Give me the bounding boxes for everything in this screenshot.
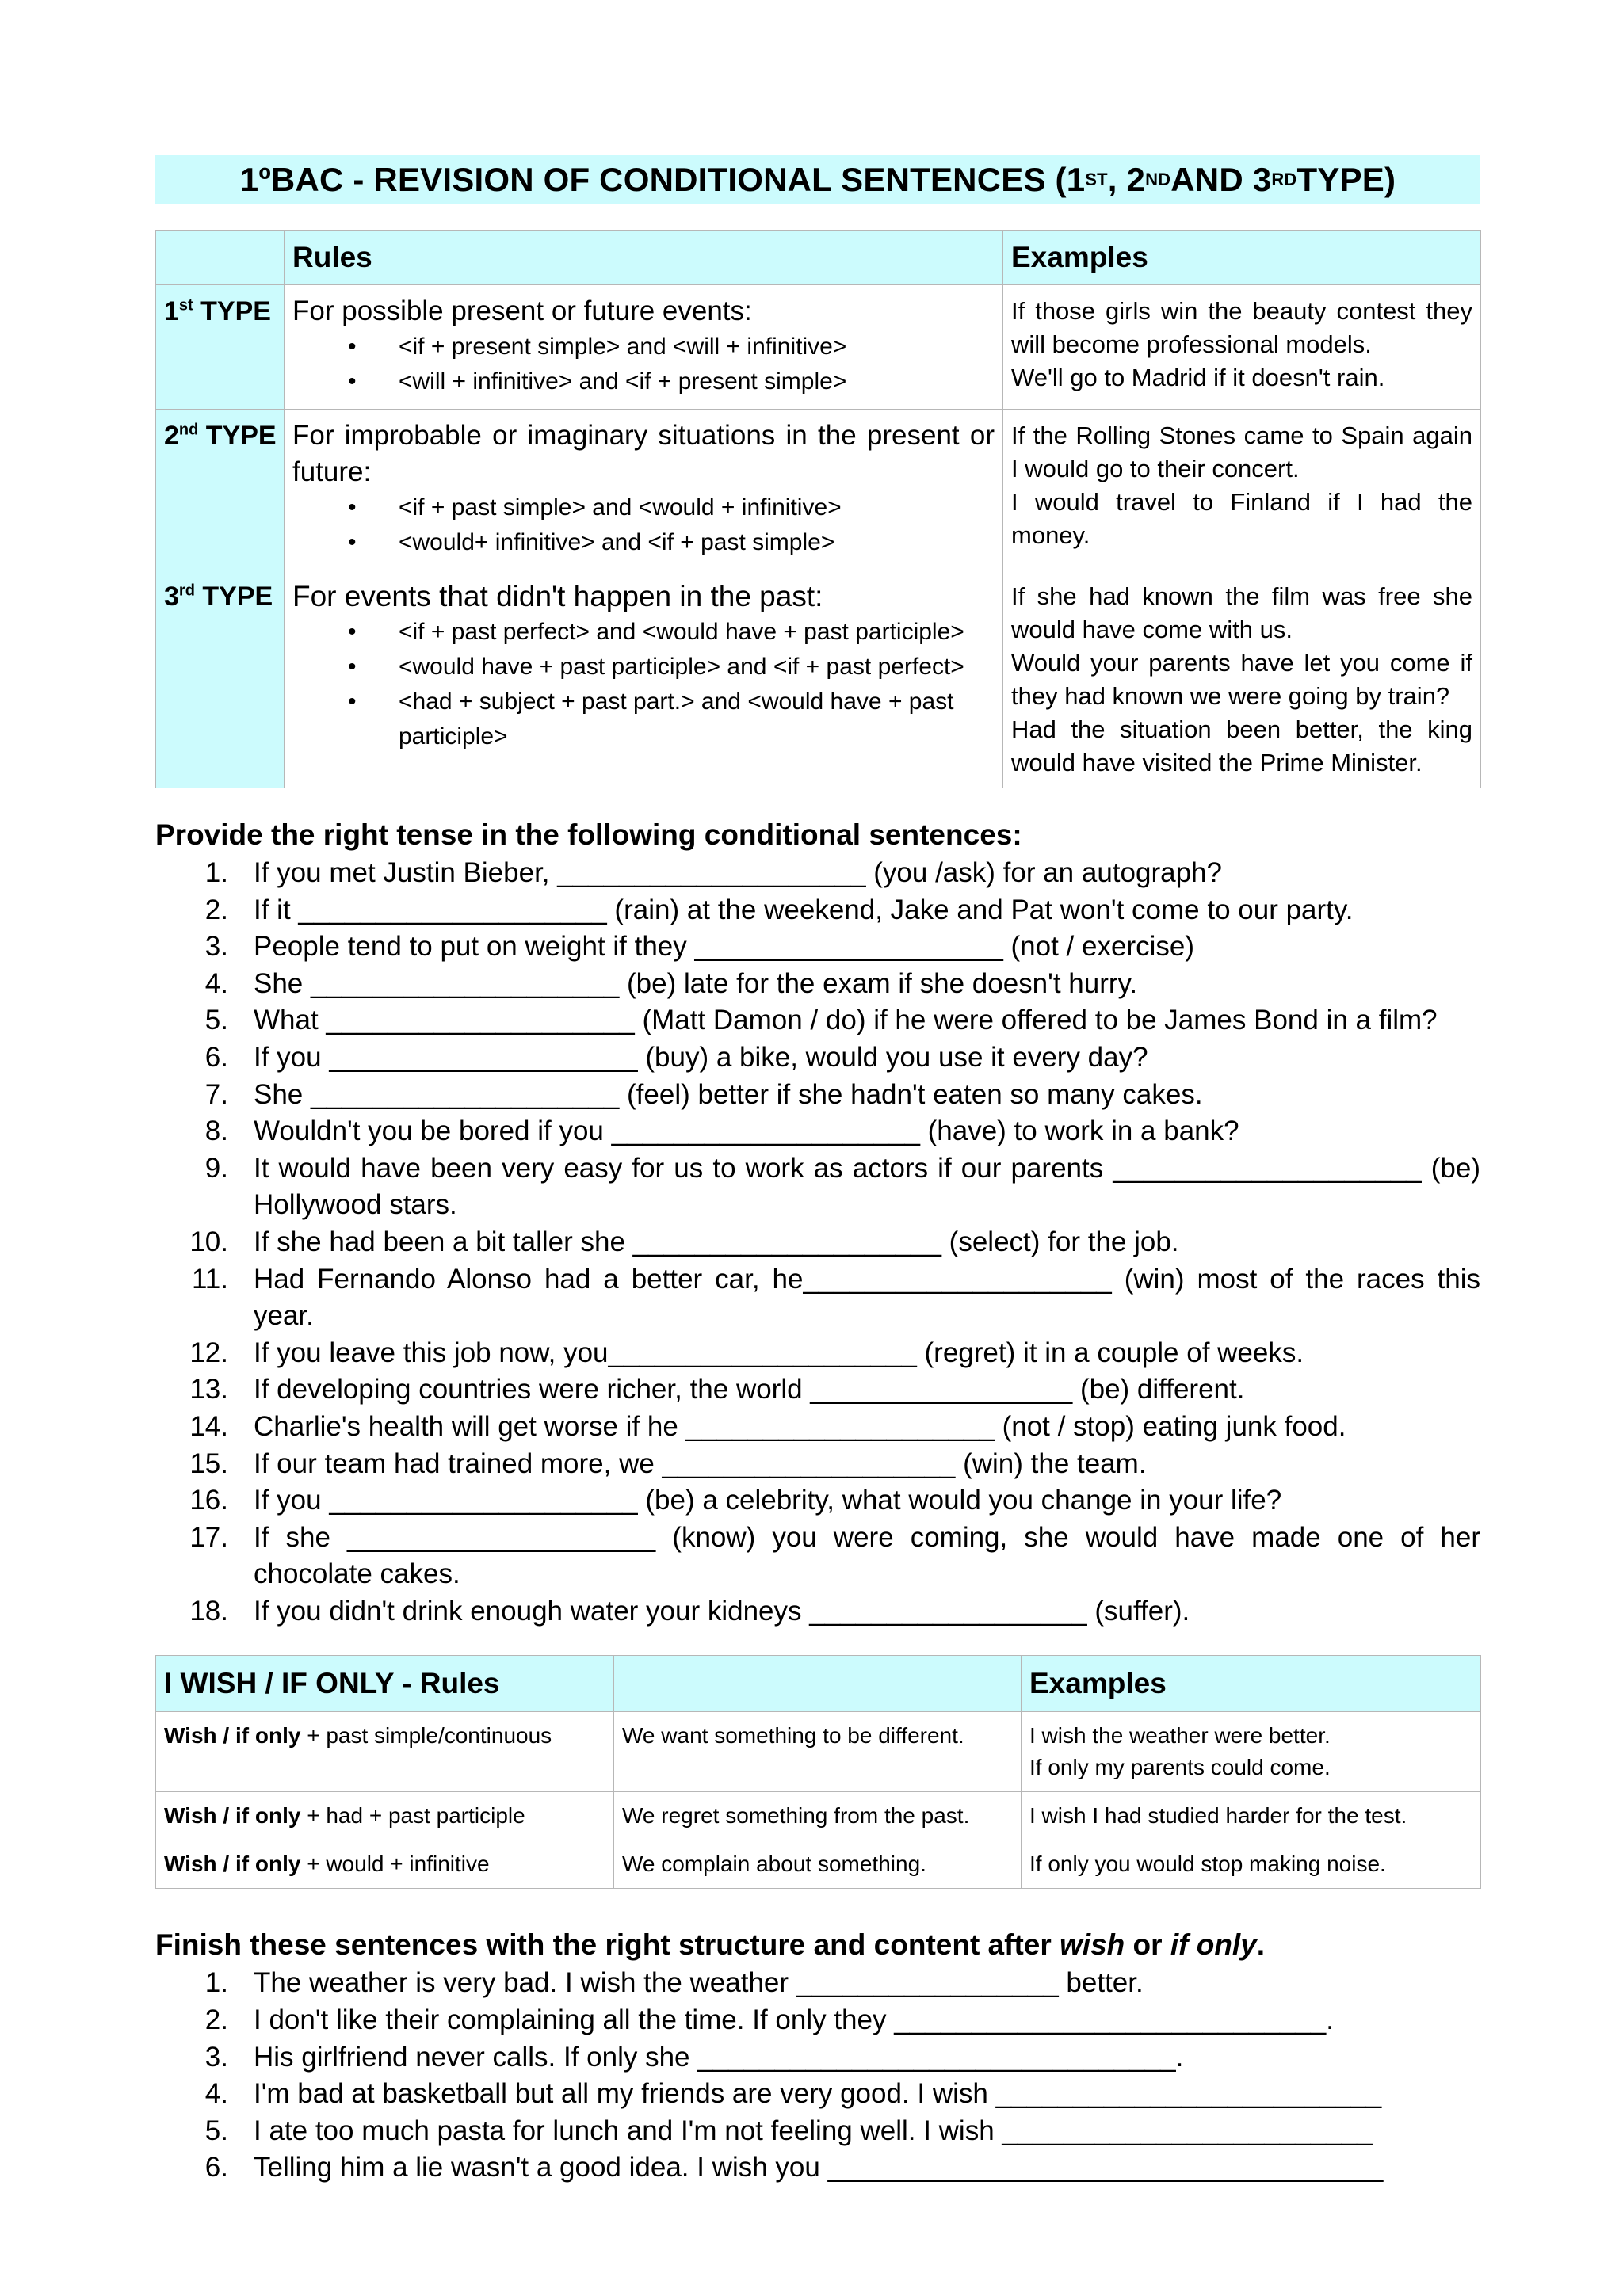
wish-examples [1022,1840,1481,1889]
table-row [156,570,1481,788]
title-text: , 2 [1107,161,1146,198]
example-cell [1003,410,1481,570]
wish-rule: Wish / if only + past simple/continuous [156,1712,614,1792]
example-text: If only my parents could come. [1029,1755,1331,1780]
example-text: I wish the weather were better. [1029,1723,1331,1749]
example-text: If the Rolling Stones came to Spain again I would go to their concert. [1011,421,1472,482]
title-text: AND 3 [1170,161,1272,198]
header-rules: I WISH / IF ONLY - Rules [156,1656,614,1712]
header-examples: Examples [1003,231,1481,285]
list-item: 12. If you leave this job now, you____________________ (regret) it in a couple of weeks. [189,1337,1304,1368]
table-row [156,410,1481,570]
table-row [156,1840,1481,1889]
list-item: 6. Telling him a lie wasn't a good idea. I wish you ____________________________________ [204,2152,1384,2183]
example-text: If she had known the film was free she would have come with us. [1011,582,1472,643]
rule-cell [285,570,1003,788]
example-text: Would your parents have let you come if they had known we were going by train? [1011,649,1472,710]
list-item: 1. If you met Justin Bieber, ____________________ (you /ask) for an autograph? [204,857,1222,888]
exercise-1-title: Provide the right tense in the following conditional sentences: [155,818,1022,851]
list-item: 9. It would have been very easy for us to work as actors if our parents ____________________ (be) Hollywood stars. [204,1152,1480,1221]
list-item: 14. Charlie's health will get worse if he ____________________ (not / stop) eating junk food. [189,1410,1346,1442]
list-item: 1. The weather is very bad. I wish the weather _________________ better. [204,1967,1144,1999]
type-label: 2nd TYPE [156,410,285,570]
rule-cell [285,410,1003,570]
header-blank [156,231,285,285]
table-header-row [156,1656,1481,1712]
header-examples: Examples [1022,1656,1481,1712]
worksheet [155,155,1480,2187]
example-text: If those girls win the beauty contest they will become professional models. [1011,297,1472,358]
example-text: I would travel to Finland if I had the money. [1011,488,1472,549]
list-item: 5. What ____________________ (Matt Damon / do) if he were offered to be James Bond in a film? [204,1005,1438,1036]
table-row [156,1712,1481,1792]
list-item: 5. I ate too much pasta for lunch and I'm not feeling well. I wish ________________________ [204,2115,1373,2146]
list-item: 11. Had Fernando Alonso had a better car, he____________________ (win) most of the races this year. [191,1263,1480,1332]
list-item: 13. If developing countries were richer, the world _________________ (be) different. [189,1374,1245,1405]
table-row [156,285,1481,410]
list-item: 2. If it ____________________ (rain) at the weekend, Jake and Pat won't come to our party. [204,894,1354,925]
list-item: 4. She ____________________ (be) late for the exam if she doesn't hurry. [204,967,1138,999]
wish-meaning: We complain about something. [614,1840,1022,1889]
rule-bullet: • <had + subject + past part.> and <would have + past participle> [292,685,995,754]
rule-bullet: • <would have + past participle> and <if + past perfect> [292,650,995,685]
table-header-row [156,231,1481,285]
list-item: 3. His girlfriend never calls. If only she _______________________________. [204,2041,1184,2073]
example-cell [1003,285,1481,410]
header-blank [614,1656,1022,1712]
list-item: 7. She ____________________ (feel) better if she hadn't eaten so many cakes. [204,1078,1203,1110]
rule-cell [285,285,1003,410]
example-text: If only you would stop making noise. [1029,1852,1386,1877]
list-item: 15. If our team had trained more, we ___________________ (win) the team. [189,1447,1147,1479]
list-item: 10. If she had been a bit taller she ____________________ (select) for the job. [189,1226,1179,1257]
title-text: 1ºBAC - REVISION OF CONDITIONAL SENTENCES (1 [239,161,1086,198]
rule-bullet: • <if + past simple> and <would + infinitive> [292,490,995,525]
conditional-rules-table [155,230,1481,788]
wish-examples [1022,1712,1481,1792]
exercise-1-list [155,855,1480,1630]
rule-bullet: • <will + infinitive> and <if + present simple> [292,364,995,399]
rule-heading: For improbable or imaginary situations in the present or future: [292,420,995,487]
wish-rules-table [155,1655,1481,1889]
list-item: 2. I don't like their complaining all the time. If only they ____________________________. [204,2004,1334,2036]
table-row [156,1792,1481,1840]
list-item: 8. Wouldn't you be bored if you ____________________ (have) to work in a bank? [204,1116,1239,1147]
wish-rule: Wish / if only + would + infinitive [156,1840,614,1889]
wish-meaning: We want something to be different. [614,1712,1022,1792]
wish-examples [1022,1792,1481,1840]
rule-heading: For possible present or future events: [292,296,752,326]
wish-meaning: We regret something from the past. [614,1792,1022,1840]
wish-rule: Wish / if only + had + past participle [156,1792,614,1840]
example-text: We'll go to Madrid if it doesn't rain. [1011,364,1385,391]
type-label: 1st TYPE [156,285,285,410]
example-cell [1003,570,1481,788]
rule-bullet: • <if + present simple> and <will + infinitive> [292,330,995,364]
list-item: 4. I'm bad at basketball but all my friends are very good. I wish _________________________ [204,2078,1382,2110]
page-title: 1ºBAC - REVISION OF CONDITIONAL SENTENCES (1 ST , 2 ND AND 3 RD TYPE) [155,155,1480,204]
list-item: 17. If she ____________________ (know) you were coming, she would have made one of her chocolate cakes. [189,1521,1480,1590]
exercise-2-list [155,1965,1480,2187]
exercise-2-title: Finish these sentences with the right structure and content after wish or if only. [155,1928,1266,1962]
rule-bullet: • <if + past perfect> and <would have + past participle> [292,615,995,650]
example-text: I wish I had studied harder for the test. [1029,1803,1407,1829]
header-rules: Rules [285,231,1003,285]
type-label: 3rd TYPE [156,570,285,788]
list-item: 3. People tend to put on weight if they ____________________ (not / exercise) [204,931,1194,963]
example-text: Had the situation been better, the king would have visited the Prime Minister. [1011,715,1472,776]
rule-heading: For events that didn't happen in the past: [292,580,823,612]
title-text: TYPE) [1296,161,1396,198]
rule-bullet: • <would+ infinitive> and <if + past simple> [292,525,995,560]
list-item: 6. If you ____________________ (buy) a bike, would you use it every day? [204,1041,1148,1073]
list-item: 18. If you didn't drink enough water your kidneys __________________ (suffer). [189,1595,1190,1627]
list-item: 16. If you ____________________ (be) a celebrity, what would you change in your life? [189,1485,1282,1516]
